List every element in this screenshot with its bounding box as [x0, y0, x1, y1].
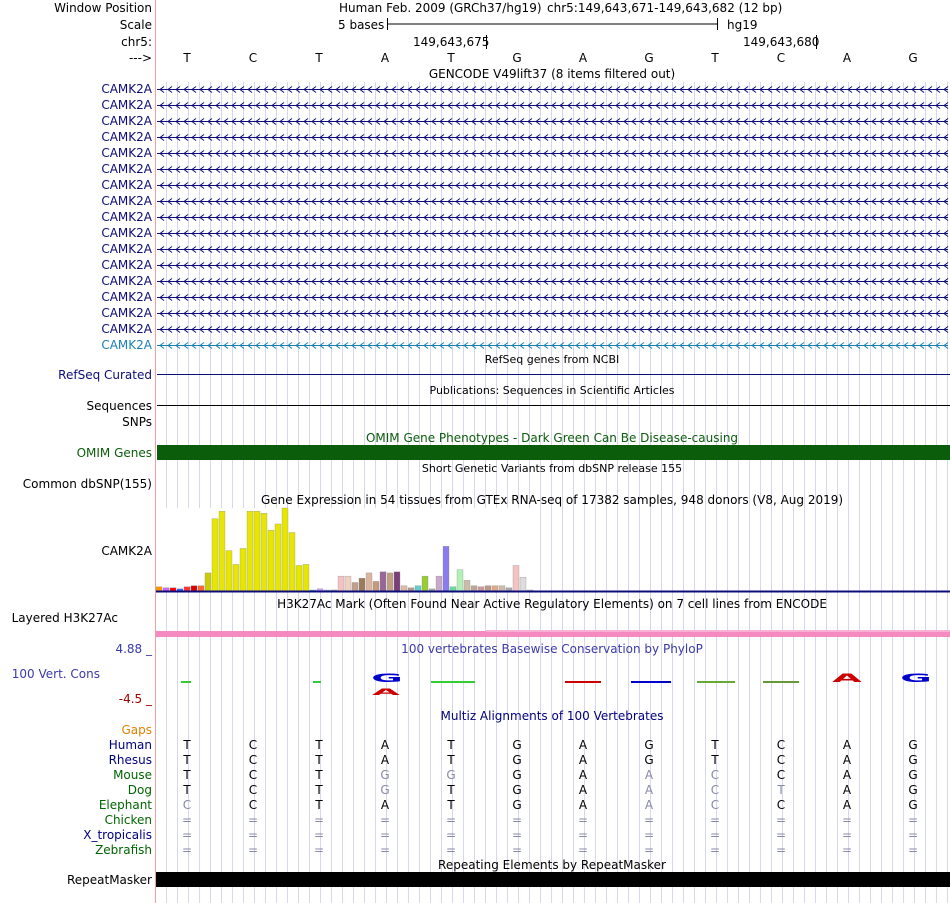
gencode-track-title[interactable]: GENCODE V49lift37 (8 items filtered out): [428, 67, 676, 81]
gaps-label: Gaps: [121, 723, 152, 737]
multiz-base: T: [315, 753, 323, 767]
gencode-item-label[interactable]: CAMK2A: [101, 226, 152, 240]
multiz-base: =: [643, 843, 655, 857]
multiz-base: C: [248, 738, 258, 752]
base-letter: T: [711, 51, 719, 65]
multiz-base: =: [181, 828, 193, 842]
multiz-base: =: [709, 828, 721, 842]
gtex-tissue-bar[interactable]: [205, 573, 211, 591]
dbsnp-track-label[interactable]: Common dbSNP(155): [22, 477, 152, 491]
multiz-base: G: [446, 768, 456, 782]
multiz-species-label[interactable]: Mouse: [113, 768, 152, 782]
gtex-tissue-bar[interactable]: [380, 572, 386, 591]
multiz-base: C: [710, 768, 720, 782]
multiz-base: =: [643, 813, 655, 827]
multiz-base: G: [908, 798, 918, 812]
multiz-base: A: [842, 753, 852, 767]
multiz-base: A: [578, 753, 588, 767]
omim-gene-bar[interactable]: [157, 445, 950, 460]
multiz-base: =: [775, 828, 787, 842]
omim-track-title[interactable]: OMIM Gene Phenotypes - Dark Green Can Be Disease-causing: [365, 431, 739, 445]
gencode-item-label[interactable]: CAMK2A: [101, 98, 152, 112]
multiz-base: =: [247, 843, 259, 857]
multiz-track-title[interactable]: Multiz Alignments of 100 Vertebrates: [440, 709, 664, 723]
multiz-base: C: [710, 783, 720, 797]
multiz-base: C: [248, 798, 258, 812]
gtex-tissue-bar[interactable]: [198, 586, 204, 591]
gtex-tissue-bar[interactable]: [247, 511, 253, 591]
multiz-base: A: [380, 753, 390, 767]
multiz-base: A: [578, 783, 588, 797]
base-letter: T: [183, 51, 191, 65]
multiz-base: =: [643, 828, 655, 842]
multiz-base: C: [248, 753, 258, 767]
multiz-base: =: [379, 828, 391, 842]
scale-text: 5 bases: [338, 18, 385, 32]
gtex-track-title[interactable]: Gene Expression in 54 tissues from GTEx RNA-seq of 17382 samples, 948 donors (V8, Aug 2019): [260, 493, 844, 507]
multiz-base: T: [183, 753, 191, 767]
multiz-base: G: [644, 753, 654, 767]
multiz-base: =: [247, 813, 259, 827]
gtex-tissue-bar[interactable]: [471, 586, 477, 591]
base-letter: T: [315, 51, 323, 65]
phylop-logo-glyph: A: [832, 671, 862, 685]
phylop-score-mark: [431, 681, 475, 683]
multiz-base: T: [711, 738, 719, 752]
multiz-base: G: [908, 753, 918, 767]
multiz-base: A: [644, 768, 654, 782]
multiz-base: =: [511, 843, 523, 857]
multiz-base: =: [181, 843, 193, 857]
base-letter: T: [447, 51, 455, 65]
strand-label: --->: [128, 51, 152, 65]
position-readout: chr5:149,643,671-149,643,682 (12 bp): [547, 1, 783, 15]
repeatmasker-track-title[interactable]: Repeating Elements by RepeatMasker: [438, 858, 666, 872]
multiz-base: T: [315, 738, 323, 752]
phylop-score-mark: [181, 681, 191, 683]
multiz-base: =: [577, 813, 589, 827]
multiz-base: T: [447, 798, 455, 812]
repeatmasker-element[interactable]: [156, 872, 950, 887]
gtex-tissue-bar[interactable]: [184, 587, 190, 591]
multiz-base: C: [248, 768, 258, 782]
gtex-tissue-bar[interactable]: [261, 513, 267, 591]
gtex-tissue-bar[interactable]: [191, 586, 197, 591]
phylop-score-mark: [697, 681, 735, 683]
multiz-base: G: [644, 738, 654, 752]
multiz-base: G: [512, 753, 522, 767]
gtex-tissue-bar[interactable]: [422, 576, 428, 591]
assembly-name: Human Feb. 2009 (GRCh37/hg19): [339, 1, 542, 15]
gencode-item-label[interactable]: CAMK2A: [101, 130, 152, 144]
phylop-logo-glyph: A: [372, 687, 400, 698]
pubs-track-label[interactable]: Sequences: [86, 399, 152, 413]
multiz-species-label[interactable]: Rhesus: [108, 753, 152, 767]
multiz-species-label[interactable]: X_tropicalis: [83, 828, 152, 842]
multiz-base: A: [578, 768, 588, 782]
multiz-base: C: [776, 753, 786, 767]
window-position-label: Window Position: [54, 1, 152, 15]
multiz-base: G: [908, 768, 918, 782]
phylop-track-title[interactable]: 100 vertebrates Basewise Conservation by PhyloP: [401, 642, 703, 656]
gencode-item-label[interactable]: CAMK2A: [101, 178, 152, 192]
multiz-base: =: [841, 813, 853, 827]
h3k27ac-signal-layer: [486, 630, 950, 632]
gtex-tissue-bar[interactable]: [457, 570, 463, 591]
gtex-tissue-bar[interactable]: [156, 587, 162, 591]
gtex-tissue-bar[interactable]: [401, 586, 407, 591]
phylop-score-mark: [565, 681, 601, 683]
h3k27ac-track-title[interactable]: H3K27Ac Mark (Often Found Near Active Regulatory Elements) on 7 cell lines from ENCODE: [277, 597, 827, 611]
multiz-base: T: [183, 738, 191, 752]
phylop-min-label: -4.5 _: [118, 692, 152, 706]
multiz-base: C: [776, 798, 786, 812]
multiz-base: =: [181, 813, 193, 827]
multiz-base: T: [315, 768, 323, 782]
gencode-item-label[interactable]: CAMK2A: [101, 322, 152, 336]
gtex-tissue-bar[interactable]: [450, 587, 456, 591]
gtex-tissue-bar[interactable]: [296, 565, 302, 591]
multiz-base: T: [447, 783, 455, 797]
multiz-base: =: [247, 828, 259, 842]
coord-label-1: 149,643,675: [413, 35, 490, 49]
gencode-item-label[interactable]: CAMK2A: [101, 146, 152, 160]
gtex-tissue-bar[interactable]: [464, 580, 470, 591]
multiz-base: =: [577, 843, 589, 857]
scale-db: hg19: [727, 18, 758, 32]
gtex-tissue-bar[interactable]: [485, 586, 491, 591]
multiz-base: C: [776, 768, 786, 782]
multiz-base: G: [908, 738, 918, 752]
multiz-base: C: [248, 783, 258, 797]
multiz-base: C: [710, 798, 720, 812]
multiz-base: A: [842, 768, 852, 782]
multiz-base: A: [842, 798, 852, 812]
gencode-item-label[interactable]: CAMK2A: [101, 82, 152, 96]
multiz-base: =: [775, 843, 787, 857]
base-letter: G: [908, 51, 918, 65]
multiz-base: =: [841, 828, 853, 842]
phylop-score-mark: [763, 681, 799, 683]
multiz-base: T: [183, 783, 191, 797]
gencode-item-label[interactable]: CAMK2A: [101, 114, 152, 128]
multiz-base: T: [447, 738, 455, 752]
base-letter: A: [380, 51, 390, 65]
multiz-base: =: [709, 813, 721, 827]
gtex-tissue-bar[interactable]: [478, 587, 484, 591]
multiz-base: T: [183, 768, 191, 782]
multiz-base: =: [379, 813, 391, 827]
gtex-tissue-bar[interactable]: [373, 581, 379, 591]
multiz-base: =: [907, 843, 919, 857]
gtex-track-label[interactable]: CAMK2A: [101, 544, 152, 558]
gtex-tissue-bar[interactable]: [240, 548, 246, 591]
gencode-item-label[interactable]: CAMK2A: [101, 194, 152, 208]
gencode-item-label[interactable]: CAMK2A: [101, 338, 152, 352]
multiz-base: T: [777, 783, 785, 797]
multiz-base: =: [775, 813, 787, 827]
multiz-base: T: [447, 753, 455, 767]
gtex-tissue-bar[interactable]: [289, 532, 295, 591]
multiz-base: =: [445, 843, 457, 857]
multiz-base: T: [315, 783, 323, 797]
gtex-tissue-bar[interactable]: [212, 519, 218, 591]
phylop-max-label: 4.88 _: [115, 642, 152, 656]
multiz-base: =: [511, 828, 523, 842]
multiz-base: C: [182, 798, 192, 812]
gencode-item-label[interactable]: CAMK2A: [101, 242, 152, 256]
multiz-base: =: [511, 813, 523, 827]
multiz-base: =: [907, 828, 919, 842]
gtex-tissue-bar[interactable]: [415, 586, 421, 591]
base-letter: C: [248, 51, 258, 65]
multiz-base: =: [379, 843, 391, 857]
gtex-tissue-bar[interactable]: [492, 586, 498, 591]
multiz-base: A: [644, 783, 654, 797]
gencode-item-label[interactable]: CAMK2A: [101, 306, 152, 320]
gencode-item-label[interactable]: CAMK2A: [101, 258, 152, 272]
multiz-base: =: [313, 843, 325, 857]
multiz-base: =: [445, 828, 457, 842]
gtex-tissue-bar[interactable]: [394, 572, 400, 591]
gencode-item-label[interactable]: CAMK2A: [101, 210, 152, 224]
gtex-tissue-bar[interactable]: [282, 508, 288, 591]
gencode-item-label[interactable]: CAMK2A: [101, 274, 152, 288]
multiz-base: =: [445, 813, 457, 827]
base-letter: C: [776, 51, 786, 65]
gtex-tissue-bar[interactable]: [338, 576, 344, 591]
multiz-base: =: [907, 813, 919, 827]
phylop-logo-glyph: G: [371, 671, 403, 685]
multiz-base: G: [380, 768, 390, 782]
multiz-base: =: [313, 813, 325, 827]
multiz-base: A: [380, 738, 390, 752]
refseq-track-label[interactable]: RefSeq Curated: [58, 368, 152, 382]
gtex-tissue-bar[interactable]: [520, 577, 526, 591]
multiz-base: A: [842, 783, 852, 797]
gtex-tissue-bar[interactable]: [352, 582, 358, 591]
chrom-label: chr5:: [121, 35, 152, 49]
gtex-tissue-bar[interactable]: [499, 586, 505, 591]
repeatmasker-track-label[interactable]: RepeatMasker: [66, 873, 152, 887]
phylop-score-mark: [313, 681, 321, 683]
base-letter: A: [842, 51, 852, 65]
gtex-tissue-bar[interactable]: [226, 551, 232, 591]
base-letter: G: [512, 51, 522, 65]
gencode-item-label[interactable]: CAMK2A: [101, 290, 152, 304]
gtex-tissue-bar[interactable]: [387, 573, 393, 591]
pubs-track-title[interactable]: Publications: Sequences in Scientific Articles: [429, 384, 675, 397]
multiz-base: G: [908, 783, 918, 797]
gtex-tissue-bar[interactable]: [219, 511, 225, 591]
multiz-base: =: [841, 843, 853, 857]
gtex-tissue-bar[interactable]: [443, 546, 449, 591]
multiz-species-label[interactable]: Elephant: [98, 798, 152, 812]
multiz-base: C: [776, 738, 786, 752]
multiz-base: A: [380, 798, 390, 812]
multiz-base: =: [709, 843, 721, 857]
multiz-base: G: [512, 798, 522, 812]
multiz-species-label[interactable]: Dog: [127, 783, 152, 797]
gtex-tissue-bar[interactable]: [268, 530, 274, 591]
multiz-base: G: [380, 783, 390, 797]
multiz-base: A: [578, 738, 588, 752]
multiz-base: A: [842, 738, 852, 752]
gtex-tissue-bar[interactable]: [513, 565, 519, 591]
gtex-tissue-bar[interactable]: [275, 524, 281, 591]
multiz-base: G: [512, 768, 522, 782]
multiz-base: =: [313, 828, 325, 842]
phylop-track-label[interactable]: 100 Vert. Cons: [11, 667, 100, 681]
multiz-species-label[interactable]: Chicken: [104, 813, 152, 827]
phylop-logo-glyph: G: [900, 671, 932, 685]
gtex-tissue-bar[interactable]: [303, 564, 309, 591]
gtex-tissue-bar[interactable]: [233, 564, 239, 591]
gencode-item-label[interactable]: CAMK2A: [101, 162, 152, 176]
multiz-base: G: [512, 783, 522, 797]
phylop-score-mark: [631, 681, 671, 683]
gtex-tissue-bar[interactable]: [436, 576, 442, 591]
base-letter: A: [578, 51, 588, 65]
dbsnp-track-title[interactable]: Short Genetic Variants from dbSNP release 155: [421, 462, 683, 475]
refseq-track-title[interactable]: RefSeq genes from NCBI: [484, 353, 620, 366]
multiz-base: G: [512, 738, 522, 752]
base-letter: G: [644, 51, 654, 65]
coord-label-2: 149,643,680: [743, 35, 820, 49]
multiz-species-label[interactable]: Zebrafish: [95, 843, 152, 857]
multiz-base: A: [644, 798, 654, 812]
multiz-species-label[interactable]: Human: [108, 738, 152, 752]
gtex-tissue-bar[interactable]: [345, 576, 351, 591]
gtex-tissue-bar[interactable]: [254, 511, 260, 591]
gtex-tissue-bar[interactable]: [359, 578, 365, 591]
omim-track-label[interactable]: OMIM Genes: [76, 446, 152, 460]
gtex-tissue-bar[interactable]: [366, 573, 372, 591]
multiz-base: =: [577, 828, 589, 842]
scale-label: Scale: [119, 18, 152, 32]
multiz-base: T: [315, 798, 323, 812]
h3k27ac-track-label[interactable]: Layered H3K27Ac: [11, 611, 118, 625]
snps-label[interactable]: SNPs: [122, 415, 152, 429]
multiz-base: A: [578, 798, 588, 812]
multiz-base: T: [711, 753, 719, 767]
